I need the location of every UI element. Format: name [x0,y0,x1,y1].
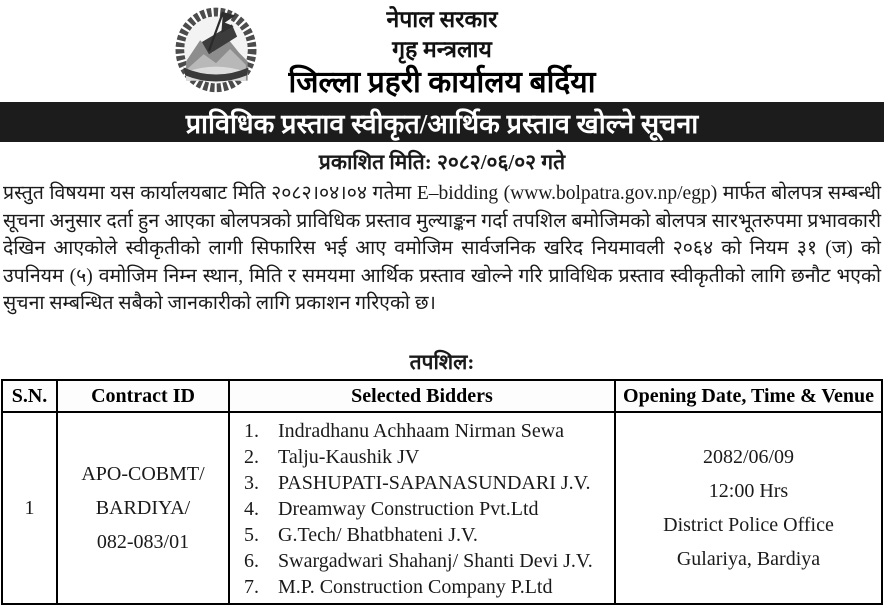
bidder-number: 6. [244,550,259,572]
bidder-number: 4. [244,498,259,520]
bidder-item [244,522,614,548]
tender-details-table [1,379,883,605]
opening-venue-location: Gulariya, Bardiya [676,548,821,570]
bidder-number: 7. [244,576,259,598]
bidder-name: Indradhanu Achhaam Nirman Sewa [278,420,565,442]
opening-venue: District Police Office [663,514,834,536]
opening-time: 12:00 Hrs [708,480,789,502]
bidder-name: PASHUPATI-SAPANASUNDARI J.V. [278,472,591,494]
office-name: जिल्ला प्रहरी कार्यालय बर्दिया [288,66,596,99]
bidder-item [244,574,614,600]
document-header [0,0,884,102]
bidder-number: 2. [244,446,259,468]
opening-date-time-venue [615,412,882,604]
serial-number: 1 [2,412,57,604]
contract-id-line: 082-083/01 [96,531,190,553]
bidder-number: 5. [244,524,259,546]
contract-id-line: APO-COBMT/ [81,463,205,485]
table-row [2,412,882,604]
bidder-item [244,418,614,444]
bidder-number: 1. [244,420,259,442]
notice-title-banner: प्राविधिक प्रस्ताव स्वीकृत/आर्थिक प्रस्ताव खोल्ने सूचना [0,102,884,142]
bidder-item [244,496,614,522]
table-header-row [2,380,882,412]
selected-bidders-list [229,412,615,604]
published-date: प्रकाशित मिति: २०८२/०६/०२ गते [318,150,566,174]
bidder-name: Swargadwari Shahanj/ Shanti Devi J.V. [278,550,593,572]
column-header-contract-id: Contract ID [57,380,229,412]
column-header-sn: S.N. [2,380,57,412]
nepal-government-emblem-icon [172,3,260,95]
contract-id-line: BARDIYA/ [95,497,191,519]
bidder-number: 3. [244,472,259,494]
notice-body-paragraph: प्रस्तुत विषयमा यस कार्यालयबाट मिति २०८२।०४।०४ गतेमा E–bidding (www.bolpatra.gov.np/egp) मार्फत बोलपत्र सम्बन्धी सूचना अनुसार दर्ता हुन आएका बोलपत्रको प्राविधिक प्रस्ताव मुल्याङ्कन गर्दा तपशिल बमोजिमको बोलपत्र सारभूतरुपमा प्रभावकारी देखिन आएकोले स्वीकृतीको लागी सिफारिस भई आए वमोजिम सार्वजनिक खरिद नियमावली २०६४ को नियम ३१ (ज) को उपनियम (५) वमोजिम निम्न स्थान, मिति र समयमा आर्थिक प्रस्ताव खोल्ने गरि प्राविधिक प्रस्ताव स्वीकृतीको लागि छनौट भएको सुचना सम्बन्धित सबैको जानकारीको लागि प्रकाशन गरिएको छ। [3,183,881,314]
bidder-name: Dreamway Construction Pvt.Ltd [278,498,539,520]
column-header-selected-bidders: Selected Bidders [229,380,615,412]
bidder-item [244,548,614,574]
details-heading: तपशिल: [409,350,475,374]
contract-id [57,412,229,604]
bidder-name: M.P. Construction Company P.Ltd [278,576,553,598]
column-header-opening: Opening Date, Time & Venue [615,380,882,412]
bidder-item [244,444,614,470]
bidder-name: G.Tech/ Bhatbhateni J.V. [278,524,478,546]
government-name: नेपाल सरकार [386,7,498,32]
opening-date: 2082/06/09 [702,446,795,468]
bidder-item [244,470,614,496]
bidder-name: Talju-Kaushik JV [278,446,420,468]
ministry-name: गृह मन्त्रलाय [392,37,492,62]
